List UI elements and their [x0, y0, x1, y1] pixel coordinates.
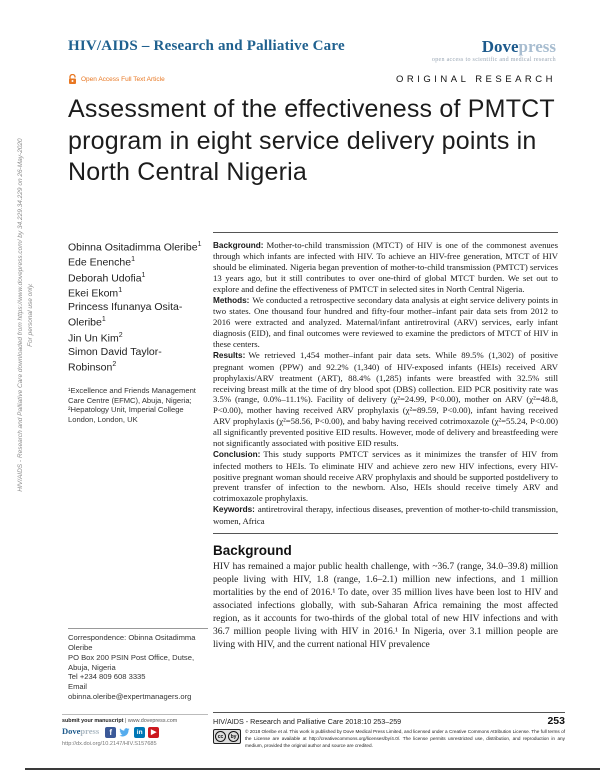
article-title: Assessment of the effectiveness of PMTCT program in eight service delivery points in North Central Nigeria	[68, 95, 555, 186]
left-footer	[62, 714, 208, 747]
abstract-keywords-text: antiretroviral therapy, infectious diseases, prevention of mother-to-child transmission, women, Africa	[213, 504, 558, 526]
dovepress-logo-light: press	[518, 37, 556, 56]
author-name: Ede Enenche	[68, 256, 132, 269]
watermark-line1: HIV/AIDS - Research and Palliative Care downloaded from https://www.dovepress.com/ by 34.229.34.229 on 26-May-2020	[17, 138, 24, 492]
abstract-background-label: Background:	[213, 241, 264, 250]
author-affil-sup: 1	[141, 271, 146, 279]
publisher-tagline: open access to scientific and medical research	[431, 57, 556, 63]
abstract-methods-text: We conducted a retrospective secondary data analysis at eight service delivery points in two states. One thousand four hundred and fifty-four mother–infant pair data sets from 2012 to 2016 were extracted and analyzed. Maternal/infant antiretroviral (ARV) services, early infant diagnosis (EID), and final outcomes were reviewed to examine the predictors of MTCT of HIV in these centers.	[213, 295, 558, 350]
author-affil-sup: 1	[197, 241, 202, 248]
author-name: Simon David Taylor-Robinson	[68, 346, 162, 374]
open-access-block[interactable]	[68, 74, 165, 85]
footer-dovepress-logo[interactable]	[62, 726, 208, 738]
main-column	[213, 232, 558, 652]
author-affil-sup: 2	[112, 360, 117, 368]
abstract-conclusion-text: This study supports PMTCT services as it minimizes the transfer of HIV from infected mothers to HEIs. To eliminate HIV and achieve zero new HIV infections, every HIV-positive pregnant woman should receive ARV prophylaxis and should be supported postdelivery to prevent transfer of infection to the newborn. Also, HEIs should receive timely ARV and cotrimoxazole prophylaxis.	[213, 449, 558, 504]
footer-dove-light: press	[80, 726, 100, 736]
open-access-lock-icon	[68, 74, 77, 85]
authors-column	[68, 240, 208, 424]
author-name: Ekei Ekom	[68, 287, 119, 300]
author	[68, 255, 208, 270]
abstract-results-label: Results:	[213, 351, 246, 361]
journal-citation: HIV/AIDS - Research and Palliative Care 2018:10 253–259	[213, 717, 402, 726]
dovepress-logo[interactable]	[432, 38, 556, 55]
license-text: © 2018 Oleribe et al. This work is published by Dove Medical Press Limited, and licensed under a Creative Commons Attribution License. The full terms of the License are available at http://creativecommons.org/licenses/by/4.0/. The license permits unrestricted use, distribution, and reproduction in any medium, provided the original author and source are credited.	[245, 729, 565, 748]
citation-row	[213, 712, 565, 727]
article-meta-row	[68, 74, 556, 85]
cc-circle: cc	[215, 731, 226, 742]
abstract-conclusion-label: Conclusion:	[213, 450, 261, 460]
abstract-keywords	[213, 504, 558, 526]
journal-title: HIV/AIDS – Research and Palliative Care	[68, 38, 345, 54]
watermark-line2: For personal use only.	[26, 283, 34, 347]
correspondence-block	[68, 628, 208, 702]
page-number: 253	[547, 715, 565, 727]
author-affil-sup: 1	[118, 287, 123, 295]
doi-link[interactable]: http://dx.doi.org/10.2147/HIV.S157685	[62, 740, 157, 747]
social-icons	[105, 727, 159, 738]
journal-header	[68, 38, 556, 63]
correspondence-email[interactable]: Email obinna.oleribe@expertmanagers.org	[68, 682, 192, 702]
license-row	[213, 729, 565, 749]
publisher-block	[432, 38, 556, 63]
author	[68, 286, 208, 301]
correspondence-name: Correspondence: Obinna Ositadimma Oleribe	[68, 633, 196, 652]
author-affil-sup: 1	[131, 256, 135, 264]
author-affil-sup: 2	[118, 331, 123, 339]
correspondence-address: PO Box 200 PSIN Post Office, Dutse, Abuja, Nigeria	[68, 652, 195, 672]
abstract-keywords-label: Keywords:	[213, 505, 255, 515]
background-paragraph: HIV has remained a major public health challenge, with ~36.7 (range, 34.0–39.8) million people living with HIV, 1.8 (range, 1.6–2.1) million new infections, and 1 million mortalities by the end of 2016.¹ To date, over 35 million lives have been lost to HIV and associated infections globally, with sub-Saharan Africa remaining the most affected region, as it accounts for two-thirds of the global total of new HIV infections and with 36.7 million people living with HIV in 2016.¹ In Nigeria, over 3.1 million people are living with HIV, and the current national HIV prevalence	[213, 561, 558, 651]
creative-commons-icon[interactable]	[213, 729, 241, 744]
section-heading-background: Background	[213, 542, 292, 558]
submit-label: submit your manuscript	[62, 718, 124, 724]
author	[68, 240, 208, 255]
article-type-label: ORIGINAL RESEARCH	[396, 74, 556, 85]
correspondence-tel: Tel +234 809 608 3335	[68, 672, 146, 682]
dovepress-url[interactable]: www.dovepress.com	[127, 718, 178, 724]
author-name: Obinna Ositadimma Oleribe	[68, 241, 198, 254]
abstract-background-text: Mother-to-child transmission (MTCT) of HIV is one of the commonest avenues through which infants are infected with HIV. To achieve an HIV-free generation, MTCT of HIV should be eliminated. Nigeria began prevention of mother-to-child transmission (PMTCT) services 13 years ago, but it still contributes to over one-third of global MTCT burden. We set out to explore and define the effectiveness of PMTCT in selected sites in North Central Nigeria.	[213, 240, 558, 295]
dovepress-logo-bold: Dove	[481, 37, 519, 56]
author-affil-sup: 1	[101, 316, 106, 324]
download-watermark	[16, 90, 40, 540]
abstract-methods-label: Methods:	[213, 296, 250, 306]
abstract-results-text: We retrieved 1,454 mother–infant pair data sets. While 89.5% (1,302) of positive pregnant women (PPW) and 92.2% (1,340) of HIV-exposed infants (HEIs) received ARV prophylaxis/ARV treatment (ART), 88.4% (1,285) infants were breastfed with 32.5% still receiving breast milk at the time of dry blood spot (DBS) collection. EID PCR positivity rate was 3.5% (range, 0.0%–11.1%). Facility of delivery (χ²=24.99, P<0.00), mother on ARV (χ²=48.8, P<0.00), mother having received ARV prophylaxis (χ²=89.59, P<0.00), infant having received ARV prophylaxis (χ²=58.56, P<0.00), and baby having received cotrimoxazole (χ²=55.24, P<0.00) all significantly prevented positive EID results. However, mode of delivery and breastfeeding were not significantly associated with positive EID results.	[213, 350, 558, 449]
abstract-methods	[213, 295, 558, 350]
submit-manuscript-line[interactable]	[62, 718, 208, 724]
author	[68, 346, 208, 375]
abstract-background	[213, 240, 558, 295]
right-footer	[213, 712, 565, 749]
submit-separator: |	[123, 718, 128, 724]
abstract-conclusion	[213, 449, 558, 504]
open-access-label: Open Access Full Text Article	[81, 76, 165, 83]
by-circle: by	[228, 731, 239, 742]
youtube-icon[interactable]: ▶	[148, 727, 159, 738]
abstract-results	[213, 350, 558, 449]
facebook-icon[interactable]: f	[105, 727, 116, 738]
author-name: Deborah Udofia	[68, 272, 142, 285]
author	[68, 271, 208, 286]
page-bottom-rule	[25, 768, 600, 770]
twitter-icon[interactable]	[119, 727, 131, 738]
author-name: Jin Un Kim	[68, 332, 119, 345]
footer-dove-bold: Dove	[62, 726, 81, 736]
author-name: Princess Ifunanya Osita-Oleribe	[68, 301, 183, 329]
affiliations: ¹Excellence and Friends Management Care Centre (EFMC), Abuja, Nigeria; ²Hepatology Unit, Imperial College London, London, UK	[68, 386, 196, 424]
author	[68, 301, 208, 330]
author	[68, 331, 208, 346]
abstract-box	[213, 232, 558, 534]
linkedin-icon[interactable]: in	[134, 727, 145, 738]
